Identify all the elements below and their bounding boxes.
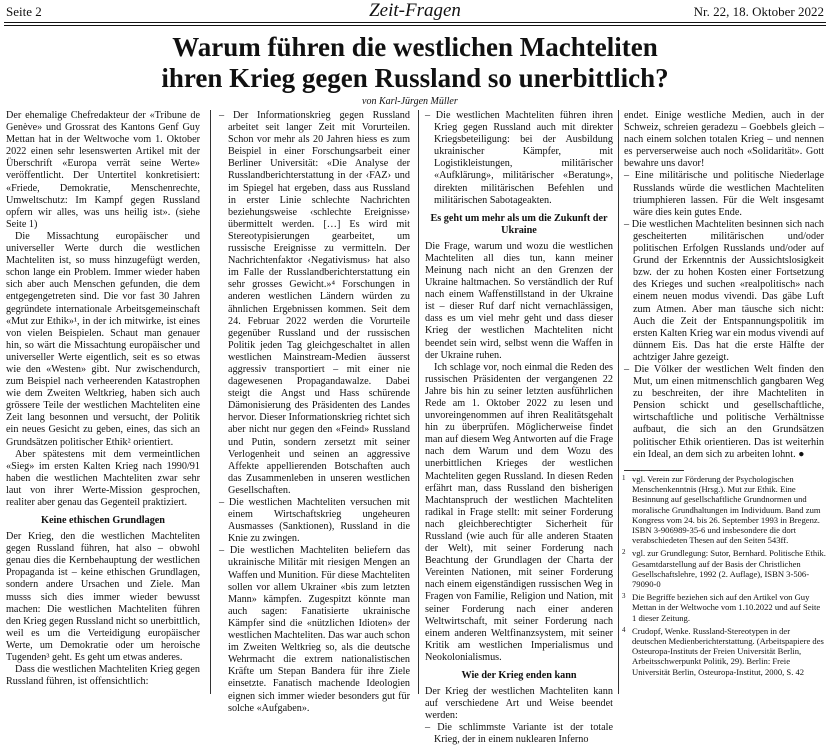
footnote	[622, 474, 826, 545]
column-1	[6, 110, 200, 694]
paragraph: – Die westlichen Machteliten führen ihren Krieg gegen Russland auch mit direkter Kriegsbeteiligung: bei der Ausbildung ukrainischer Kämpfer, mit Logistikleistungen, militärischer «Aufklärung», militärischer «Beratung», direkten militärischen Befehlen und militärischen Sabotageakten.	[425, 110, 613, 206]
paragraph: – Die westlichen Machteliten besinnen sich nach gescheiterten militärischen und/oder politischen Erfolgen Russlands und/oder auf Grund der Erkenntnis der Aussichtslosigkeit bzw. der zu hohen Kosten einer Fortsetzung des Krieges und suchen «realpolitisch» nach einem neuen modus vivendi. Das gäbe Luft zum Atmen. Aber man täusche sich nicht: Auch die Zeit der Entspannungspolitik im ersten Kalten Krieg war ein modus vivendi auf dünnem Eis. Das hat die erste Hälfte der achtziger Jahre gezeigt.	[624, 218, 824, 363]
paragraph: – Die westlichen Machteliten versuchen mit einem Wirtschaftskrieg ungeheuren Ausmasses (Sanktionen), Russland in die Knie zu zwingen.	[219, 497, 410, 545]
page-header	[0, 0, 830, 22]
footnote-number: 3	[622, 592, 626, 601]
footnotes	[622, 474, 826, 680]
paragraph: Ich schlage vor, noch einmal die Reden des russischen Präsidenten der vergangenen 22 Jahre bis hin zu seiner letzten ausführlichen Rede am 1. Oktober 2022 zu lesen und unvoreingenommen auf ihren Realitätsgehalt hin zu überprüfen. Möglicherweise findet man auf diesem Weg Antworten auf die Frage nach dem Warum und dem Wozu des unerbittlichen Krieges der westlichen Machteliten gegen Russland. In diesen Reden erfährt man, dass Russland den bisherigen Machtanspruch der westlichen Machteliten radikal in Frage stellt: mit seiner Forderung nach gleichberechtigter Sicherheit für Russland (wie auch für alle anderen Staaten der Welt), mit seiner Forderung nach Beachtung der Grundlagen der Charta der Vereinten Nationen, mit seiner Forderung nach einem eigenständigen russischen Weg in Fragen von Familie, Religion und Nation, mit seiner Forderung nach einer anderen Weltwirtschaft, mit seiner Forderung nach einem anderen Weltfinanzsystem, mit seiner Kritik am westlichen Imperialismus und Neokolonialismus.	[425, 361, 613, 663]
page-number: Seite 2	[6, 4, 42, 19]
paragraph: – Der Informationskrieg gegen Russland arbeitet seit langer Zeit mit Vorurteilen. Schon vor mehr als 20 Jahren hiess es zum Beispiel in einer Forschungsarbeit einer Berliner Universität: «Die Analyse der Russlandberichterstattung in der ‹FAZ› und im Spiegel hat ergeben, dass aus Russland in erster Linie schlechte Nachrichten beziehungsweise ‹schlechte Ereignisse› übermittelt werden. […] Es wird mit Stereotypisierungen gearbeitet, um russische Ereignisse zu vermitteln. Der Nachrichtenfaktor ‹Negativismus› hat also im Falle der Russlandberichterstattung ein sehr grosses Gewicht.»⁴ Forschungen in anderen westlichen Ländern würden zu ähnlichen Ergebnissen kommen. Seit dem 24. Februar 2022 werden die Vorurteile gegenüber Russland und der russischen Politik jeden Tag gleichgeschaltet in allen westlichen Mainstream-Medien äusserst aggressiv transportiert – mit einer nie dagewesenen Propagandawalze. Dabei steigt die Angst und Hass schürende Dämonisierung des Präsidenten des Landes hervor. Dieser Informationskrieg richtet sich aber nicht nur gegen den «Feind» Russland und Putin, sondern zersetzt mit seiner Verlogenheit und seinen an aggressive Affekte appellierenden Botschaften auch das Zusammenleben in unseren westlichen Gesellschaften.	[219, 110, 410, 496]
title-line-1: Warum führen die westlichen Machteliten	[172, 32, 658, 62]
column-3	[425, 110, 613, 746]
footnote-number: 4	[622, 625, 626, 634]
footnote	[622, 548, 826, 589]
header-rule-2	[4, 25, 826, 26]
footnote-number: 2	[622, 548, 626, 557]
paragraph: Die Missachtung europäischer und universeller Werte durch die westlichen Machteliten ist, so muss hinzugefügt werden, schon lange ein Problem. Immer wieder haben sich aber auch Menschen gefunden, die dem entgegengetreten sind. Die vor fast 30 Jahren gegründete internationale Arbeitsgemeinschaft «Mut zur Ethik»¹, in der ich mitwirke, ist eines von vielen Beispielen. Schaut man genauer hin, so wärt die Missachtung europäischer und universeller Werte eigentlich, seit es so etwas wie den «Westen» gibt. Nur zwischendurch, zum Beispiel nach verheerenden Katastrophen wie dem Zweiten Weltkrieg, haben sich auch grössere Teile der westlichen Machteliten eine Zeit lang besonnen und versucht, der Politik ein neues Gesicht zu geben, eines, das sich an Grundsätzen politischer Ethik² orientiert.	[6, 230, 200, 448]
footnote-text: Die Begriffe beziehen sich auf den Artikel von Guy Mettan in der Weltwoche vom 1.10.2022 und auf Seite 1 dieser Zeitung.	[632, 592, 821, 623]
paragraph: Dass die westlichen Machteliten Krieg gegen Russland führen, ist offensichtlich:	[6, 664, 200, 688]
paragraph: endet. Einige westliche Medien, auch in der Schweiz, schreien geradezu – Goebbels gleich – nach einem solchen totalen Krieg – und nennen es perverserweise auch noch «Solidarität». Gott bewahre uns davor!	[624, 110, 824, 170]
footnote-rule	[624, 470, 684, 471]
footnote	[622, 626, 826, 677]
column-divider	[618, 110, 619, 694]
footnote	[622, 592, 826, 623]
footnote-text: Crudopf, Wenke. Russland-Stereotypen in der deutschen Medienberichterstattung. (Arbeitspapiere des Osteuropa-Instituts der Freien Universität Berlin, Arbeitsschwerpunkt Politik, 29). Berlin: Freie Universität Berlin, Osteuropa-Institut, 2000, S. 42	[632, 625, 824, 677]
column-2	[219, 110, 410, 714]
issue-info: Nr. 22, 18. Oktober 2022	[693, 4, 824, 19]
section-heading: Wie der Krieg enden kann	[461, 670, 577, 682]
column-divider	[418, 110, 419, 694]
paragraph: Der ehemalige Chefredakteur der «Tribune de Genève» und Grossrat des Kantons Genf Guy Mettan hat in der Weltwoche vom 1. Oktober 2022 einen sehr lesenswerten Artikel mit der Überschrift «Europa verrät seine Werte» veröffentlicht. Der Untertitel konkretisiert: «Friede, Demokratie, Menschenrechte, Umweltschutz: Im Kampf gegen Russland opfern wir alles, was uns heilig ist». (siehe Seite 1)	[6, 110, 200, 230]
footnote-text: vgl. Verein zur Förderung der Psychologischen Menschenkenntnis (Hrsg.). Mut zur Ethik. Eine Besinnung auf gesellschaftliche Grundnormen und moralische Grundhaltungen im Individuum. Band zum Kongress vom 24. bis 26. September 1993 in Bregenz. ISBN 3-906989-35-6 und insbesondere die dort verabschiedeten Thesen auf den Seiten 543ff.	[632, 474, 821, 546]
section-heading: Keine ethischen Grundlagen	[41, 515, 165, 527]
paragraph: Aber spätestens mit dem vermeintlichen «Sieg» im ersten Kalten Krieg nach 1990/91 haben die westlichen Machteliten zwar sehr laut von ihrer Werte-Mission gesprochen, realiter aber genau das Gegenteil praktiziert.	[6, 448, 200, 508]
paragraph: Der Krieg der westlichen Machteliten kann auf verschiedene Art und Weise beendet werden:	[425, 686, 613, 722]
section-heading: Es geht um mehr als um die Zukunft der Ukraine	[430, 212, 608, 236]
title-line-2: ihren Krieg gegen Russland so unerbittlich?	[161, 63, 669, 93]
paragraph: – Die schlimmste Variante ist der totale Krieg, der in einem nuklearen Inferno	[425, 722, 613, 746]
paragraph: Der Krieg, den die westlichen Machteliten gegen Russland führen, hat also – obwohl genau dies die Kernbehauptung der westlichen Propaganda ist – keine ethischen Grundlagen, sondern andere Ursachen und Ziele. Man musss sich dies immer wieder bewusst machen: Die westlichen Machteliten führen den Krieg gegen Russland nicht so unerbittlich, weil es um die Verteidigung europäischer Werte, um Demokratie oder um heroische Tugenden³ geht. Es geht um etwas anderes.	[6, 531, 200, 664]
newspaper-name: Zeit-Fragen	[369, 0, 461, 21]
header-rule	[4, 22, 826, 23]
paragraph: – Eine militärische und politische Niederlage Russlands würde die westlichen Machteliten triumphieren lassen. Für die Welt insgesamt wäre dies kein gutes Ende.	[624, 170, 824, 218]
article-title	[0, 32, 830, 94]
column-divider	[210, 110, 211, 694]
footnote-number: 1	[622, 474, 626, 482]
column-4	[624, 110, 824, 466]
article-author: von Karl-Jürgen Müller	[362, 96, 458, 107]
paragraph: Die Frage, warum und wozu die westlichen Machteliten all dies tun, kann meiner Meinung nach nicht an den Grenzen der Ukraine haltmachen. So verständlich der Ruf nach einem Waffenstillstand in der Ukraine ist – dieser Ruf darf nicht vernachlässigen, dass es um viel mehr geht und dass dieser Krieg der westlichen Machteliten nicht beendet sein wird, selbst wenn die Waffen in der Ukraine ruhen.	[425, 240, 613, 361]
footnote-text: vgl. zur Grundlegung: Sutor, Bernhard. Politische Ethik. Gesamtdarstellung auf der Basis der Christlichen Gesellschaftslehre, 1992 (2. Auflage), ISBN 3-506-79090-0	[632, 548, 826, 590]
paragraph: – Die Völker der westlichen Welt finden den Mut, um einen mitmenschlich gangbaren Weg zu beschreiten, der ihre Machteliten in Pension schickt und gesellschaftliche, wirtschaftliche und politische Verhältnisse aufbaut, die sich an den Grundsätzen politischer Ethik orientieren. Das ist weiterhin ein Ideal, an dem sich zu arbeiten lohnt. ●	[624, 363, 824, 460]
paragraph: – Die westlichen Machteliten beliefern das ukrainische Militär mit riesigen Mengen an Waffen und Munition. Für diese Machteliten sollen vor allem Ukrainer «bis zum letzten Mann» kämpfen. Zugespitzt könnte man auch sagen: Fanatisierte ukrainische Kämpfer sind die «nützlichen Idioten» der westlichen Machteliten. Das war auch schon im Zweiten Weltkrieg so, als die deutsche Wehrmacht die extrem nationalistischen Kräfte um Stepan Bandera für ihre Ziele einsetzte. Fanatisch machende Ideologien eignen sich immer wieder besonders gut für solche «Aufgaben».	[219, 545, 410, 714]
